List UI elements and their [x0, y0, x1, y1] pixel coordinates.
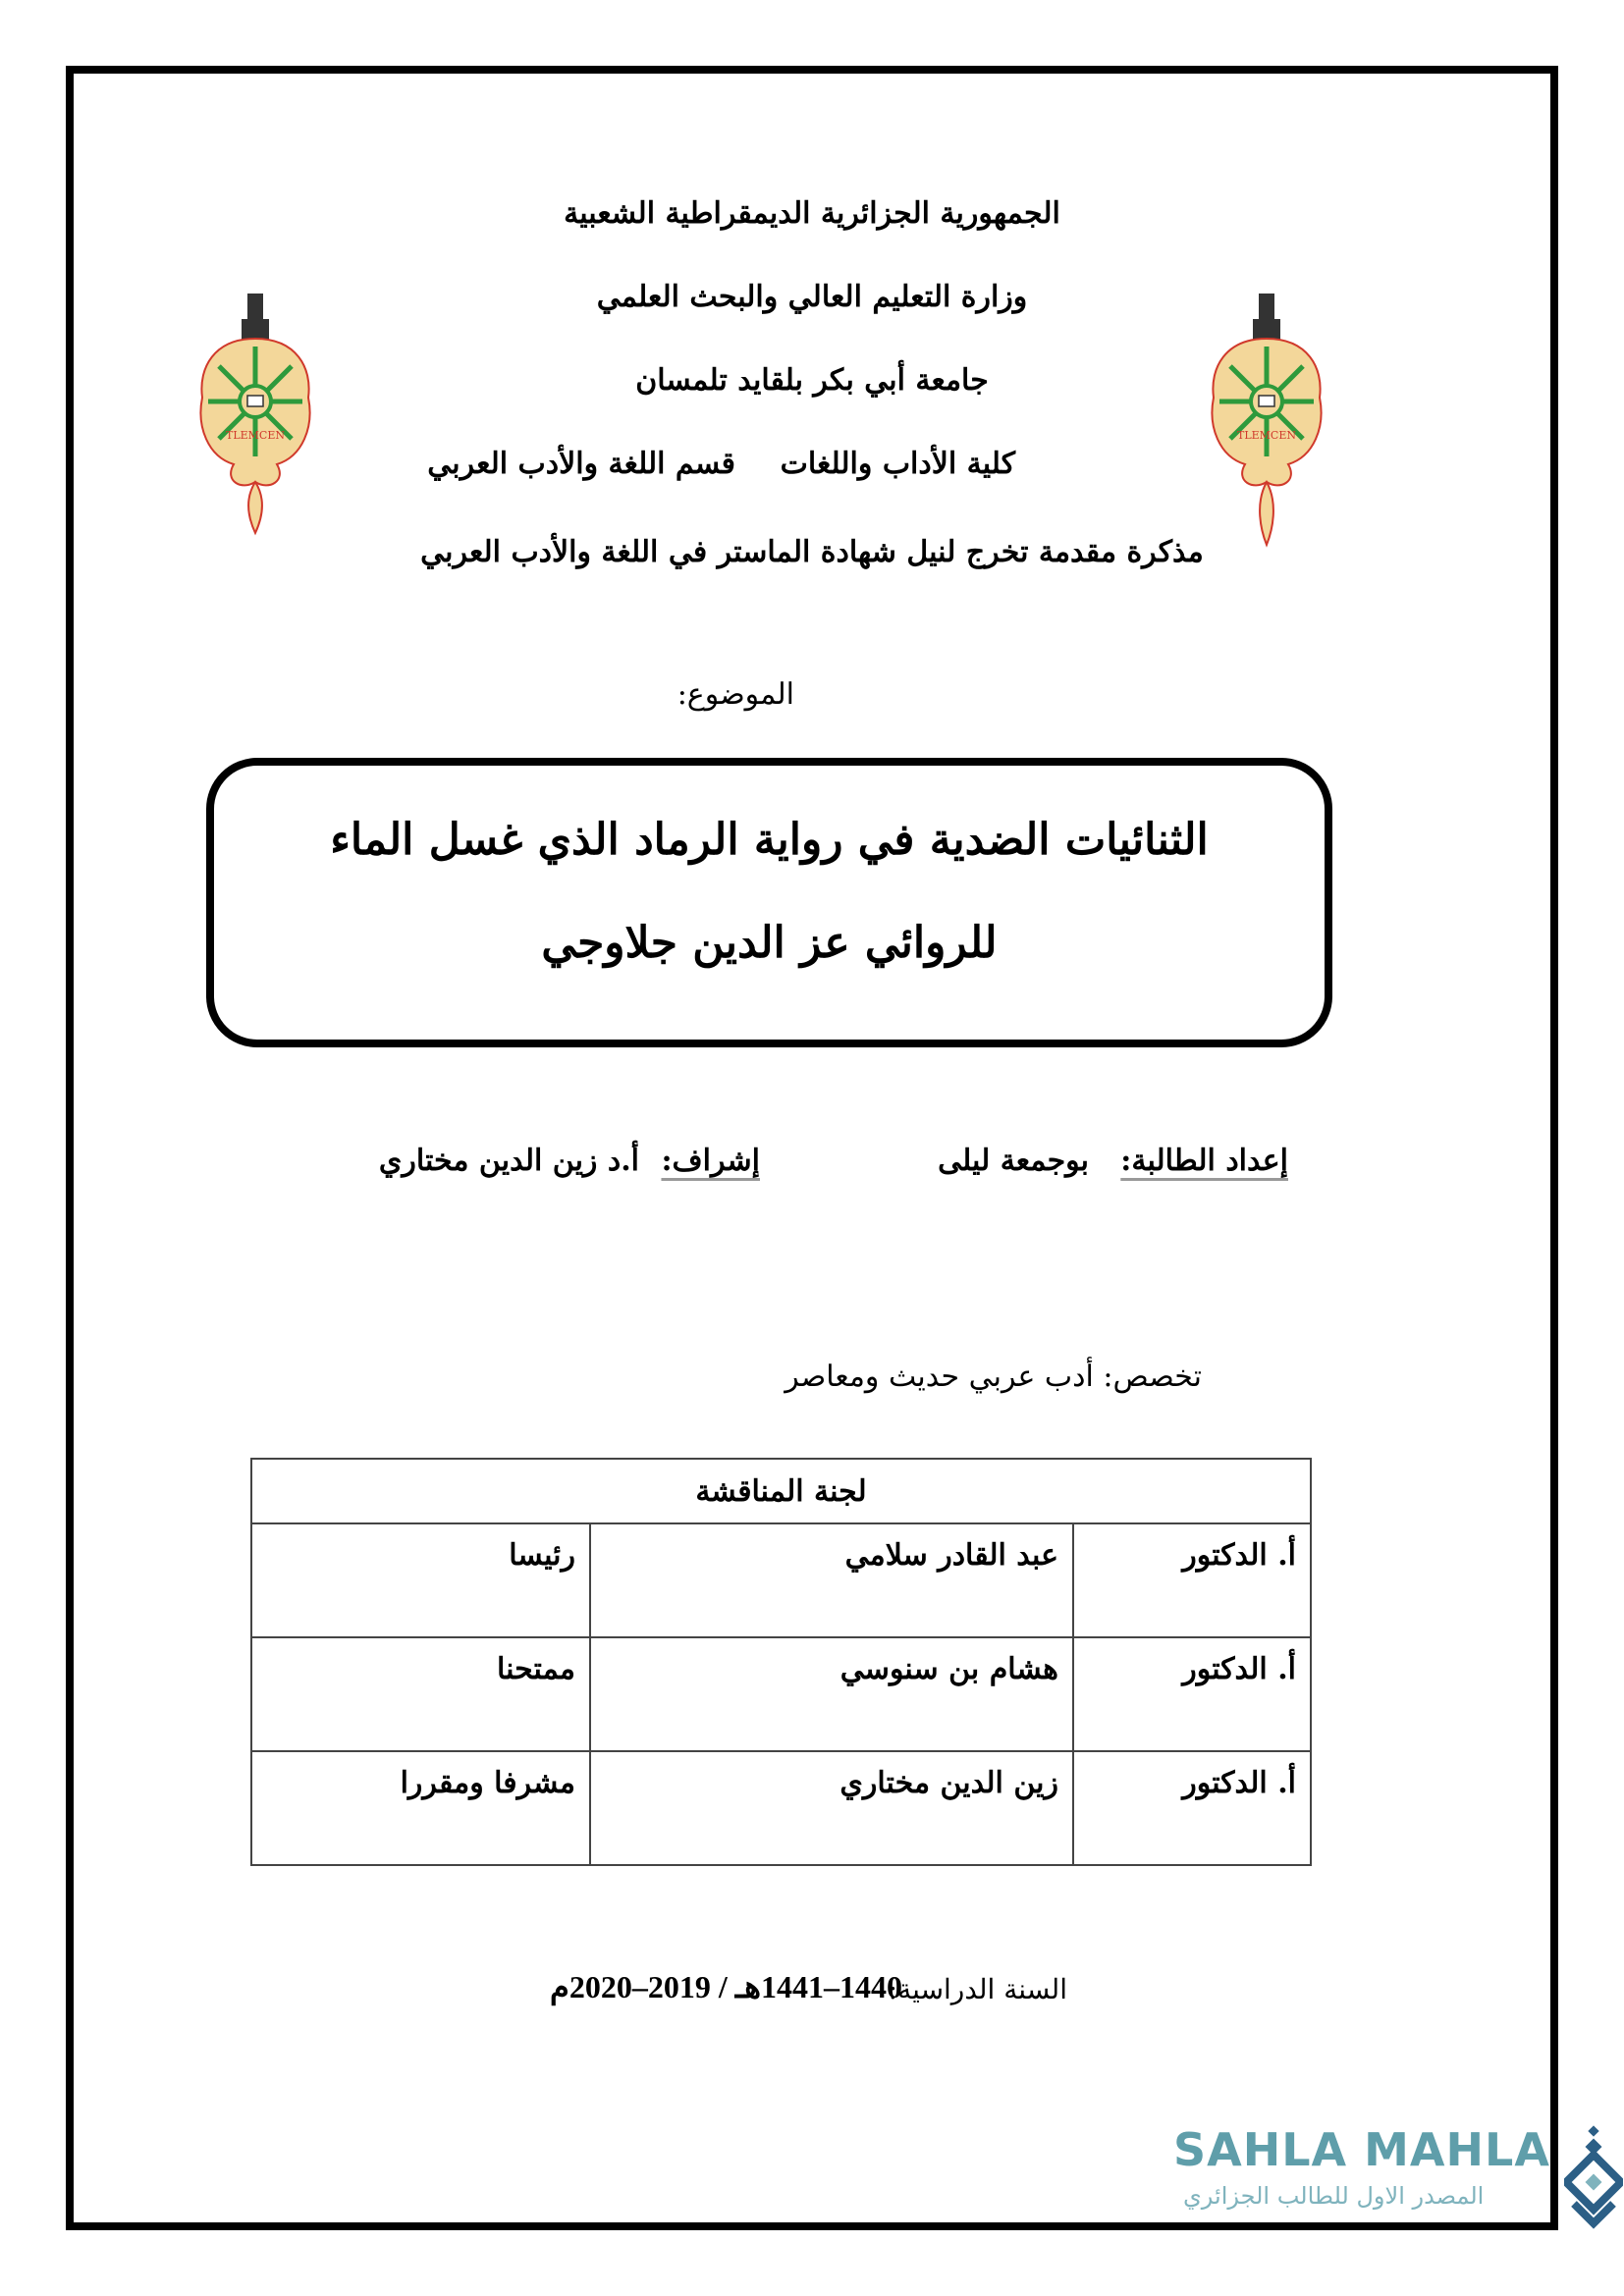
jury-name: زين الدين مختاري: [590, 1751, 1073, 1865]
jury-title: أ. الدكتور: [1073, 1523, 1311, 1637]
supervisor-label: إشراف:: [661, 1144, 760, 1178]
academic-year-label: السنة الدراسية:: [888, 1973, 1067, 2005]
jury-table-title: لجنة المناقشة: [251, 1459, 1311, 1523]
svg-text:TLEMCEN: TLEMCEN: [1236, 429, 1297, 442]
table-row: [251, 1751, 1311, 1865]
jury-role: ممتحنا: [251, 1637, 590, 1751]
thesis-note: مذكرة مقدمة تخرج لنيل شهادة الماستر في اللغة والأدب العربي: [420, 535, 1204, 569]
supervisor-name: أ.د زين الدين مختاري: [378, 1144, 639, 1178]
jury-title: أ. الدكتور: [1073, 1751, 1311, 1865]
student-label: إعداد الطالبة:: [1120, 1144, 1288, 1178]
republic-heading: الجمهورية الجزائرية الديمقراطية الشعبية: [564, 196, 1060, 231]
jury-role: رئيسا: [251, 1523, 590, 1637]
sahla-mahla-watermark: [1173, 2106, 1624, 2233]
student-name: بوجمعة ليلى: [938, 1144, 1089, 1178]
thesis-title-line-2: للروائي عز الدين جلاوجي: [541, 918, 998, 968]
university-emblem-icon: [1206, 290, 1327, 550]
specialty: تخصص: أدب عربي حديث ومعاصر: [785, 1360, 1202, 1394]
watermark-tagline: المصدر الاول للطالب الجزائري: [1183, 2182, 1485, 2210]
jury-name: عبد القادر سلامي: [590, 1523, 1073, 1637]
jury-title: أ. الدكتور: [1073, 1637, 1311, 1751]
university-logo-right: [1206, 290, 1327, 550]
table-row: [251, 1523, 1311, 1637]
faculty-heading: كلية الأداب واللغات: [780, 447, 1015, 481]
thesis-title-line-1: الثنائيات الضدية في رواية الرماد الذي غسل الماء: [330, 815, 1209, 865]
sahla-mahla-logo-icon: [1564, 2125, 1623, 2233]
jury-role: مشرفا ومقررا: [251, 1751, 590, 1865]
thesis-title-box: [206, 758, 1332, 1047]
ministry-heading: وزارة التعليم العالي والبحث العلمي: [596, 280, 1028, 314]
university-heading: جامعة أبي بكر بلقايد تلمسان: [635, 363, 989, 398]
university-emblem-icon: [194, 290, 316, 537]
svg-text:TLEMCEN: TLEMCEN: [225, 429, 286, 442]
department-heading: قسم اللغة والأدب العربي: [427, 447, 735, 481]
university-logo-left: [194, 290, 316, 537]
subject-label: الموضوع:: [677, 677, 794, 712]
academic-year-value: 1440–1441هـ / 2019–2020م: [550, 1969, 902, 2004]
jury-name: هشام بن سنوسي: [590, 1637, 1073, 1751]
table-row: [251, 1637, 1311, 1751]
watermark-brand: SAHLA MAHLA: [1173, 2123, 1550, 2176]
jury-table: [250, 1458, 1312, 1866]
